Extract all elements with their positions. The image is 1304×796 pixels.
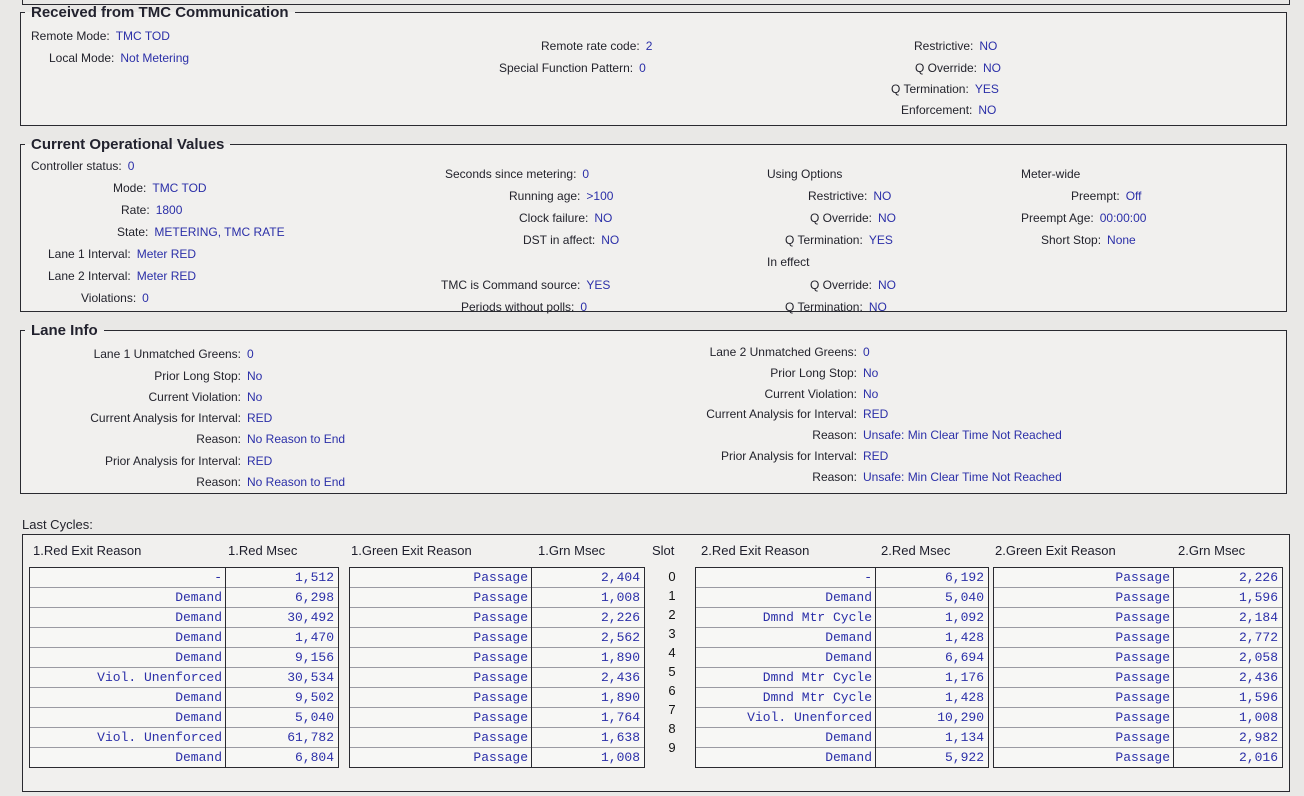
table-cell: 1,176 [876,668,988,688]
l1-current-violation-value: No [247,390,263,404]
table-cell: 2,404 [532,568,644,588]
table-cell: 5 [668,664,676,679]
table-cell: 0 [668,569,676,584]
table-cell: 2,226 [1174,568,1282,588]
l2-prior-analysis-row [649,447,888,465]
uo-q-termination-label: Q Termination: [785,233,863,247]
ie-q-termination-value: NO [868,300,887,314]
l1-prior-long-stop-value: No [247,369,263,383]
l1-current-violation-label: Current Violation: [148,390,241,404]
l2-unmatched-label: Lane 2 Unmatched Greens: [709,345,857,359]
table-cell: 1 [668,588,676,603]
table-cell: 2,058 [1174,648,1282,668]
table-cell: Passage [473,750,528,765]
table-cell: 2 [668,607,676,622]
seconds-since-metering-label: Seconds since metering: [445,167,577,181]
table-cell: Passage [994,648,1174,668]
l2-unmatched-row [649,343,870,361]
l1-reason-label: Reason: [196,432,241,446]
special-function-pattern-label: Special Function Pattern: [499,61,634,75]
uo-q-override-label: Q Override: [810,211,873,225]
restrictive-label: Restrictive: [914,39,974,53]
table-cell: Viol. Unenforced [696,708,876,728]
table-cell: 1,596 [1174,688,1282,708]
last-cycles-table [22,534,1290,792]
table-cell: 4 [668,645,676,660]
lane1-interval-row [48,245,196,263]
controller-status-row [31,157,134,175]
clock-failure-label: Clock failure: [519,211,589,225]
table-cell: Passage [350,588,532,608]
l1-unmatched-value: 0 [247,347,254,361]
table-cell: 1,512 [226,568,338,588]
table-cell: 5,040 [876,588,988,608]
table-cell: 6,192 [876,568,988,588]
dst-in-affect-value: NO [601,233,620,247]
preempt-age-value: 00:00:00 [1099,211,1147,225]
col-slot [649,567,695,757]
table-cell: Demand [30,588,226,608]
header-2-grn-msec: 2.Grn Msec [1178,543,1246,558]
local-mode-value: Not Metering [120,51,190,65]
table-cell: Viol. Unenforced [30,728,226,748]
local-mode-label: Local Mode: [49,51,115,65]
l2-prior-long-stop-row [649,364,878,382]
enforcement-row [901,101,996,119]
dst-in-affect-label: DST in affect: [523,233,596,247]
remote-mode-value: TMC TOD [115,29,170,43]
l2-reason-row [649,426,1062,444]
l2-prior-analysis-label: Prior Analysis for Interval: [720,449,857,463]
short-stop-label: Short Stop: [1041,233,1102,247]
table-cell: 6,298 [226,588,338,608]
col-1-red-msec [225,567,339,768]
restrictive-value: NO [979,39,998,53]
header-1-green-exit-reason: 1.Green Exit Reason [351,543,472,558]
table-cell: 5,922 [944,750,984,765]
table-cell: Passage [350,668,532,688]
table-cell: Demand [30,608,226,628]
current-operational-values-title: Current Operational Values [31,136,225,153]
q-override-value: NO [983,61,1002,75]
lane-info-title: Lane Info [31,322,98,339]
table-cell: Passage [350,628,532,648]
table-cell: Passage [350,568,532,588]
q-override-row [915,59,1001,77]
table-cell: 6 [668,683,676,698]
table-cell: 1,596 [1174,588,1282,608]
tmc-command-source-label: TMC is Command source: [441,278,581,292]
header-1-grn-msec: 1.Grn Msec [538,543,606,558]
remote-rate-code-value: 2 [645,39,653,53]
uo-restrictive-row [808,187,891,205]
header-1-red-msec: 1.Red Msec [228,543,298,558]
l1-prior-reason-value: No Reason to End [247,475,346,489]
table-cell: Dmnd Mtr Cycle [696,608,876,628]
l1-current-analysis-row [31,409,272,427]
header-2-red-msec: 2.Red Msec [881,543,951,558]
table-cell: Passage [994,628,1174,648]
table-cell: Passage [994,708,1174,728]
current-operational-values-group [20,136,1287,312]
table-cell: Passage [994,608,1174,628]
last-cycles-title: Last Cycles: [22,517,93,532]
special-function-pattern-value: 0 [639,61,646,75]
table-cell: 2,226 [532,608,644,628]
table-cell: Demand [696,648,876,668]
enforcement-value: NO [978,103,997,117]
dst-in-affect-row [523,231,619,249]
l2-current-analysis-row [649,405,888,423]
controller-status-value: 0 [127,159,135,173]
table-cell: 1,428 [876,628,988,648]
remote-rate-code-row [541,37,652,55]
col-2-red-msec [875,567,989,768]
running-age-row [509,187,613,205]
l2-current-analysis-value: RED [863,407,889,421]
ie-q-override-value: NO [878,278,897,292]
l1-prior-analysis-value: RED [247,454,273,468]
lane1-interval-value: Meter RED [136,247,197,261]
table-cell: 1,008 [600,750,640,765]
l1-current-analysis-value: RED [247,411,273,425]
table-cell: 2,184 [1174,608,1282,628]
table-cell: Demand [175,750,222,765]
received-from-tmc-group [20,4,1287,126]
rate-row [121,201,182,219]
state-value: METERING, TMC RATE [154,225,285,239]
table-cell: Passage [994,568,1174,588]
preempt-value: Off [1125,189,1142,203]
remote-mode-row [31,27,170,45]
table-cell: Demand [30,688,226,708]
l2-unmatched-value: 0 [863,345,870,359]
in-effect-heading: In effect [767,255,810,269]
table-cell: 1,134 [876,728,988,748]
table-cell: 1,638 [532,728,644,748]
table-cell: Passage [350,608,532,628]
mode-value: TMC TOD [152,181,207,195]
table-cell: 9 [668,740,676,755]
l1-prior-analysis-row [31,452,272,470]
table-cell: Demand [696,628,876,648]
q-termination-value: YES [974,82,999,96]
violations-value: 0 [142,291,149,305]
table-cell: Demand [825,750,872,765]
table-cell: Passage [350,688,532,708]
table-cell: 8 [668,721,676,736]
q-override-label: Q Override: [915,61,978,75]
table-cell: 1,092 [876,608,988,628]
preempt-label: Preempt: [1071,189,1120,203]
l2-prior-reason-label: Reason: [812,470,857,484]
ie-q-termination-row [785,298,887,316]
table-cell: 1,890 [532,688,644,708]
ie-q-termination-label: Q Termination: [785,300,863,314]
lane1-interval-label: Lane 1 Interval: [48,247,131,261]
table-cell: 30,534 [226,668,338,688]
l1-unmatched-label: Lane 1 Unmatched Greens: [93,347,241,361]
tmc-command-source-row [441,276,610,294]
table-cell: Passage [994,688,1174,708]
uo-q-override-value: NO [878,211,897,225]
table-cell: 2,562 [532,628,644,648]
state-label: State: [117,225,149,239]
tmc-command-source-value: YES [586,278,611,292]
table-cell: 1,470 [226,628,338,648]
table-cell: Passage [350,728,532,748]
table-cell: Viol. Unenforced [30,668,226,688]
table-cell: Demand [696,588,876,608]
l2-prior-reason-value: Unsafe: Min Clear Time Not Reached [863,470,1062,484]
table-cell: 2,016 [1238,750,1278,765]
l1-prior-long-stop-label: Prior Long Stop: [154,369,241,383]
header-2-red-exit-reason: 2.Red Exit Reason [701,543,810,558]
mode-row [113,179,207,197]
seconds-since-metering-row [445,165,589,183]
state-row [117,223,285,241]
uo-q-override-row [810,209,896,227]
col-1-green-exit-reason [349,567,533,768]
l2-prior-analysis-value: RED [863,449,889,463]
controller-status-label: Controller status: [31,159,122,173]
header-slot: Slot [652,543,675,558]
l2-current-violation-label: Current Violation: [764,387,857,401]
l2-reason-value: Unsafe: Min Clear Time Not Reached [863,428,1062,442]
l2-prior-reason-row [649,468,1062,486]
col-2-green-exit-reason [993,567,1175,768]
l1-unmatched-row [31,345,254,363]
periods-without-polls-value: 0 [580,300,588,314]
received-from-tmc-title: Received from TMC Communication [31,4,289,21]
violations-label: Violations: [81,291,137,305]
uo-restrictive-label: Restrictive: [808,189,868,203]
table-cell: 5,040 [226,708,338,728]
lane-info-group [20,322,1287,494]
table-cell: Demand [30,708,226,728]
table-cell: Demand [30,628,226,648]
l1-prior-reason-row [31,473,345,491]
uo-restrictive-value: NO [873,189,892,203]
table-cell: 1,890 [532,648,644,668]
l2-current-analysis-label: Current Analysis for Interval: [706,407,857,421]
local-mode-row [49,49,189,67]
uo-q-termination-value: YES [868,233,893,247]
lane2-interval-row [48,267,196,285]
l2-prior-long-stop-value: No [863,366,879,380]
clock-failure-value: NO [594,211,613,225]
running-age-label: Running age: [509,189,581,203]
table-cell: 2,436 [1174,668,1282,688]
table-cell: 1,008 [532,588,644,608]
running-age-value: >100 [586,189,614,203]
ie-q-override-label: Q Override: [810,278,873,292]
special-function-pattern-row [499,59,646,77]
l1-current-violation-row [31,388,262,406]
uo-q-termination-row [785,231,893,249]
table-cell: Passage [994,668,1174,688]
preempt-row [1071,187,1141,205]
q-termination-label: Q Termination: [891,82,969,96]
table-cell: - [696,568,876,588]
table-cell: 9,156 [226,648,338,668]
violations-row [81,289,149,307]
clock-failure-row [519,209,612,227]
seconds-since-metering-value: 0 [582,167,590,181]
preempt-age-row [1021,209,1146,227]
col-1-red-exit-reason [29,567,227,768]
table-cell: - [30,568,226,588]
restrictive-row [914,37,997,55]
lane2-interval-label: Lane 2 Interval: [48,269,131,283]
l1-reason-value: No Reason to End [247,432,346,446]
rate-value: 1800 [155,203,183,217]
table-cell: Passage [994,728,1174,748]
l1-reason-row [31,430,345,448]
short-stop-row [1041,231,1136,249]
col-2-grn-msec [1173,567,1283,768]
table-cell: 9,502 [226,688,338,708]
meter-wide-heading: Meter-wide [1021,167,1081,181]
table-cell: 1,008 [1174,708,1282,728]
l1-current-analysis-label: Current Analysis for Interval: [90,411,241,425]
preempt-age-label: Preempt Age: [1021,211,1094,225]
table-cell: 7 [668,702,676,717]
l2-current-violation-row [649,385,878,403]
remote-mode-label: Remote Mode: [31,29,110,43]
periods-without-polls-label: Periods without polls: [461,300,575,314]
table-cell: 6,694 [876,648,988,668]
l1-prior-analysis-label: Prior Analysis for Interval: [104,454,241,468]
q-termination-row [891,80,999,98]
col-1-grn-msec [531,567,645,768]
table-cell: 61,782 [226,728,338,748]
remote-rate-code-label: Remote rate code: [541,39,640,53]
table-cell: Passage [350,708,532,728]
table-cell: 6,804 [294,750,334,765]
table-cell: 1,764 [532,708,644,728]
l1-prior-long-stop-row [31,367,262,385]
table-cell: Passage [350,648,532,668]
enforcement-label: Enforcement: [901,103,973,117]
table-cell: 2,436 [532,668,644,688]
header-2-green-exit-reason: 2.Green Exit Reason [995,543,1116,558]
table-cell: 2,982 [1174,728,1282,748]
l1-prior-reason-label: Reason: [196,475,241,489]
table-cell: 1,428 [876,688,988,708]
l2-prior-long-stop-label: Prior Long Stop: [770,366,857,380]
table-cell: Passage [1115,750,1170,765]
col-2-red-exit-reason [695,567,877,768]
l2-reason-label: Reason: [812,428,857,442]
using-options-heading: Using Options [767,167,843,181]
lane2-interval-value: Meter RED [136,269,197,283]
table-cell: Demand [696,728,876,748]
short-stop-value: None [1107,233,1136,247]
rate-label: Rate: [121,203,150,217]
table-cell: 2,772 [1174,628,1282,648]
table-cell: Demand [30,648,226,668]
table-cell: Dmnd Mtr Cycle [696,668,876,688]
periods-without-polls-row [461,298,587,316]
table-cell: Passage [994,588,1174,608]
table-cell: Dmnd Mtr Cycle [696,688,876,708]
ie-q-override-row [810,276,896,294]
table-cell: 30,492 [226,608,338,628]
table-cell: 3 [668,626,676,641]
l2-current-violation-value: No [863,387,879,401]
table-cell: 10,290 [876,708,988,728]
header-1-red-exit-reason: 1.Red Exit Reason [33,543,142,558]
mode-label: Mode: [113,181,147,195]
